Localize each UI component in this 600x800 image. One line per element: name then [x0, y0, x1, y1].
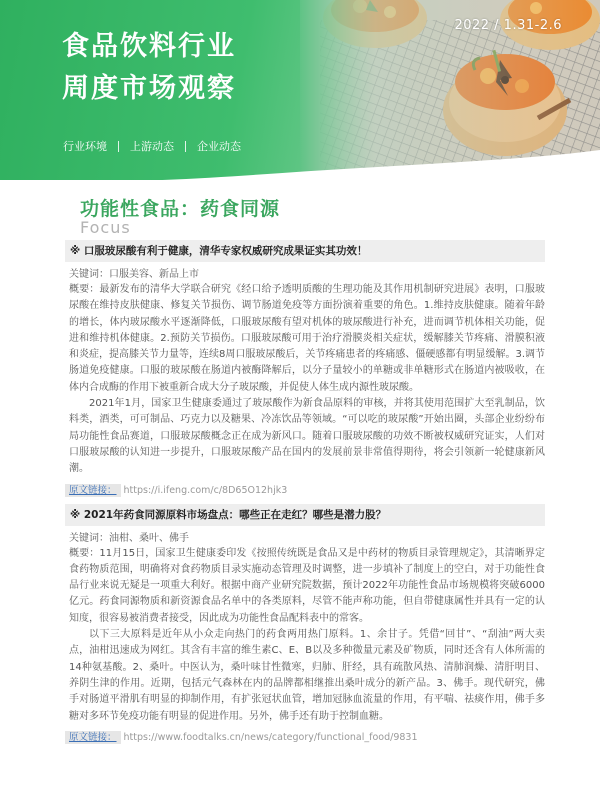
article-paragraph: 概要：最新发布的清华大学联合研究《经口给予透明质酸的生理功能及其作用机制研究进展》表明，口服玻尿酸在维持皮肤健康、修复关节损伤、调节肠道免疫等方面扮演着重要的角色。1.维持皮肤健康。随着年龄的增长，体内玻尿酸水平逐渐降低，口服玻尿酸有望对机体的玻尿酸进行补充，进而调节机体相关功能，促进和维持机体健康。2.预防关节损伤。口服玻尿酸可用于治疗滑膜炎相关症状，缓解膝关节疼痛、滑膜积液和炎症，提高膝关节力量等，连续8周口服玻尿酸后，关节疼痛患者的疼痛感、僵硬感都有明显缓解。3.调节肠道免疫健康。口服的玻尿酸在肠道内被酶降解后，以分子量较小的单糖或非单糖形式在肠道内被吸收，在体内合成酶的作用下被重新合成大分子玻尿酸，并促使人体生成内源性玻尿酸。: [69, 284, 545, 393]
article-headline: ※ 口服玻尿酸有利于健康，清华专家权威研究成果证实其功效！: [65, 240, 545, 262]
article-paragraph: 2021年1月，国家卫生健康委通过了玻尿酸作为新食品原料的审核，并将其使用范围扩大至乳制品，饮料类，酒类，可可制品、巧克力以及糖果、冷冻饮品等领域。“可以吃的玻尿酸”开始出圈，头部企业纷纷布局功能性食品赛道，口服玻尿酸概念正在成为新风口。随着口服玻尿酸的功效不断被权威研究证实，人们对口服玻尿酸的认知进一步提升，口服玻尿酸产品在国内的发展前景非常值得期待，将会引领新一轮健康新风潮。: [69, 398, 545, 475]
title-line-1: 食品饮料行业: [62, 31, 236, 62]
article-paragraph: 概要：11月15日，国家卫生健康委印发《按照传统既是食品又是中药材的物质目录管理规定》，其清晰界定食药物质范围，明确将对食药物质目录实施动态管理及时调整，进一步填补了制度上的空白，对于功能性食品行业来说无疑是一项重大利好。根据中商产业研究院数据，预计2022年功能性食品市场规模将突破6000亿元。药食同源物质和新资源食品名单中的各类原料，尽管不能声称功能，但自带健康属性并具有一定的认知度，很容易被消费者接受，因此成为功能性食品配料表中的常客。: [69, 547, 545, 624]
article-body: [65, 546, 545, 725]
header-curve: [0, 150, 600, 180]
report-title: [62, 26, 236, 110]
article-medicinal-food-materials: [65, 504, 545, 745]
nav-item-upstream-news[interactable]: 上游动态: [130, 140, 174, 153]
source-link-url[interactable]: https://i.ifeng.com/c/8D65O12hjk3: [123, 484, 288, 496]
source-link-url[interactable]: https://www.foodtalks.cn/news/category/functional_food/9831: [123, 731, 418, 743]
nav-item-industry-environment[interactable]: 行业环境: [63, 140, 107, 153]
article-keywords: 关键词：口服美容、新品上市: [69, 269, 199, 280]
source-link-label[interactable]: 原文链接：: [65, 484, 121, 497]
article-hyaluronic-acid: [65, 240, 545, 498]
report-header: [0, 0, 600, 180]
section-subtitle: Focus: [80, 218, 131, 237]
article-headline: ※ 2021年药食同源原料市场盘点：哪些正在走红？哪些是潜力股？: [65, 504, 545, 526]
date-range: 2022 / 1.31-2.6: [454, 18, 562, 33]
article-list: [65, 240, 545, 745]
nav-item-company-news[interactable]: 企业动态: [197, 140, 241, 153]
source-line: [65, 731, 545, 745]
section-title: 功能性食品：药食同源: [80, 198, 281, 220]
title-line-2: 周度市场观察: [62, 73, 236, 104]
article-body: [65, 282, 545, 478]
article-keywords: 关键词：油柑、桑叶、佛手: [69, 532, 189, 544]
source-link-label[interactable]: 原文链接：: [65, 731, 121, 744]
article-paragraph: 以下三大原料是近年从小众走向热门的药食两用热门原料。1、余甘子。凭借“回甘”、“刮油”两大卖点，油柑迅速成为网红。其含有丰富的维生素C、E、B以及多种微量元素及矿物质，同时还含有人体所需的14种氨基酸。2、桑叶。中医认为，桑叶味甘性微寒，归肺、肝经，具有疏散风热、清肺润燥、清肝明目、养阴生津的作用。近期，包括元气森林在内的品牌都相继推出桑叶成分的新产品。3、佛手。现代研究，佛手对肠道平滑肌有明显的抑制作用，有扩张冠状血管，增加冠脉血流量的作用，有平喘、祛痰作用，佛手多糖对多环节免疫功能有明显的促进作用。另外，佛手还有助于控制血糖。: [69, 629, 545, 722]
source-line: [65, 484, 545, 498]
